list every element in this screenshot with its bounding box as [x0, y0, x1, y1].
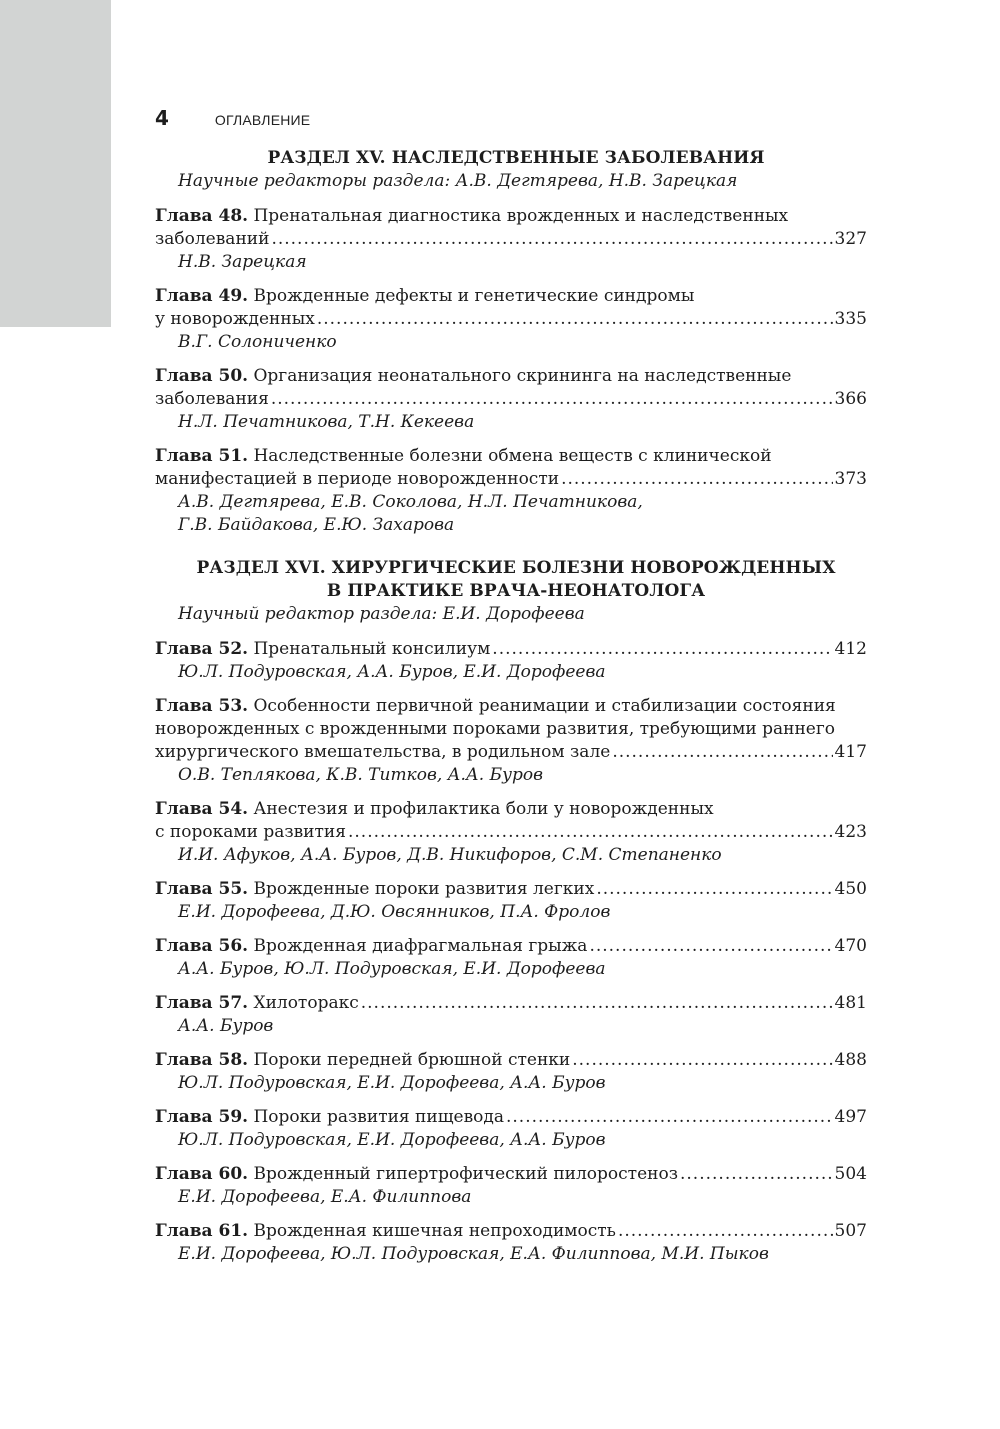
toc-entry	[155, 1106, 867, 1152]
chapter-title-last-line	[155, 468, 867, 491]
chapter-title-text	[155, 1106, 504, 1129]
chapter-authors: Ю.Л. Подуровская, Е.И. Дорофеева, А.А. Буров	[178, 1130, 606, 1150]
chapter-title-last-line	[155, 992, 867, 1015]
chapter-authors: Ю.Л. Подуровская, А.А. Буров, Е.И. Дорофеева	[178, 662, 606, 682]
chapter-authors: А.В. Дегтярева, Е.В. Соколова, Н.Л. Печатникова,	[178, 492, 643, 512]
chapter-title-text	[155, 1220, 616, 1243]
chapter-authors: Н.Л. Печатникова, Т.Н. Кекеева	[178, 412, 475, 432]
section-editors: Научный редактор раздела: Е.И. Дорофеева	[178, 604, 585, 624]
dot-leader	[612, 741, 832, 764]
chapter-title-text: новорожденных с врожденными пороками развития, требующими раннего	[155, 719, 835, 739]
dot-leader	[271, 388, 833, 411]
chapter-page-number: 417	[834, 742, 867, 762]
chapter-page-number: 488	[834, 1050, 867, 1070]
dot-leader	[589, 935, 832, 958]
chapter-title-last-line	[155, 1106, 867, 1129]
page-number: 4	[155, 106, 169, 130]
chapter-page-number: 481	[834, 993, 867, 1013]
chapter-title-text	[155, 935, 587, 958]
chapter-title-end: Врожденный гипертрофический пилоростеноз	[253, 1164, 678, 1184]
running-title: ОГЛАВЛЕНИЕ	[214, 112, 311, 128]
chapter-title-text	[155, 741, 610, 764]
chapter-title-text	[155, 468, 559, 491]
chapter-label: Глава 56.	[155, 936, 249, 956]
chapter-title-last-line	[155, 821, 867, 844]
chapter-title-last-line	[155, 878, 867, 901]
chapter-page-number: 373	[834, 469, 867, 489]
toc-entry	[155, 285, 867, 354]
toc-section	[155, 147, 867, 537]
chapter-title-end: Пороки передней брюшной стенки	[253, 1050, 571, 1070]
chapter-title-text	[155, 638, 490, 661]
dot-leader	[618, 1220, 833, 1243]
chapter-title-last-line	[155, 388, 867, 411]
section-title: В ПРАКТИКЕ ВРАЧА-НЕОНАТОЛОГА	[326, 581, 706, 601]
chapter-authors: Е.И. Дорофеева, Д.Ю. Овсянников, П.А. Фролов	[178, 902, 611, 922]
chapter-page-number: 504	[834, 1164, 867, 1184]
chapter-page-number: 423	[834, 822, 867, 842]
chapter-label: Глава 57.	[155, 993, 249, 1013]
chapter-label: Глава 54.	[155, 799, 249, 819]
chapter-label: Глава 52.	[155, 639, 249, 659]
chapter-title-text	[155, 228, 269, 251]
toc-entry	[155, 638, 867, 684]
chapter-title-text	[155, 878, 594, 901]
dot-leader	[572, 1049, 832, 1072]
chapter-page-number: 450	[834, 879, 867, 899]
chapter-title-text	[155, 1049, 570, 1072]
chapter-title-end: Пренатальный консилиум	[253, 639, 491, 659]
chapter-title-text	[155, 1163, 678, 1186]
toc-entry	[155, 695, 867, 787]
dot-leader	[680, 1163, 833, 1186]
chapter-authors: О.В. Теплякова, К.В. Титков, А.А. Буров	[178, 765, 543, 785]
toc-entry	[155, 205, 867, 274]
chapter-label: Глава 55.	[155, 879, 249, 899]
chapter-title-line	[155, 365, 867, 388]
chapter-title-end: Хилоторакс	[253, 993, 359, 1013]
chapter-title-line	[155, 718, 867, 741]
chapter-authors: Г.В. Байдакова, Е.Ю. Захарова	[178, 515, 455, 535]
chapter-page-number: 366	[834, 389, 867, 409]
chapter-title-last-line	[155, 935, 867, 958]
dot-leader	[361, 992, 833, 1015]
chapter-title-text	[155, 992, 359, 1015]
chapter-title-line	[155, 445, 867, 468]
chapter-title-end: с пороками развития	[155, 822, 346, 842]
chapter-page-number: 497	[834, 1107, 867, 1127]
chapter-title-text: Наследственные болезни обмена веществ с клинической	[253, 446, 772, 466]
chapter-title-line	[155, 695, 867, 718]
chapter-title-last-line	[155, 1220, 867, 1243]
chapter-title-end: заболевания	[155, 389, 269, 409]
chapter-title-text: Врожденные дефекты и генетические синдромы	[253, 286, 695, 306]
dot-leader	[348, 821, 833, 844]
chapter-label: Глава 50.	[155, 366, 249, 386]
chapter-title-end: у новорожденных	[155, 309, 315, 329]
chapter-authors: Е.И. Дорофеева, Ю.Л. Подуровская, Е.А. Филиппова, М.И. Пыков	[178, 1244, 769, 1264]
chapter-label: Глава 61.	[155, 1221, 249, 1241]
chapter-page-number: 470	[834, 936, 867, 956]
chapter-title-text	[155, 308, 315, 331]
chapter-title-text: Организация неонатального скрининга на наследственные	[253, 366, 792, 386]
chapter-authors: В.Г. Солониченко	[178, 332, 337, 352]
chapter-label: Глава 51.	[155, 446, 249, 466]
chapter-title-text: Особенности первичной реанимации и стабилизации состояния	[253, 696, 836, 716]
toc-entry	[155, 1049, 867, 1095]
dot-leader	[506, 1106, 833, 1129]
chapter-title-last-line	[155, 638, 867, 661]
chapter-page-number: 412	[834, 639, 867, 659]
chapter-title-text	[155, 821, 346, 844]
chapter-title-end: Врожденная диафрагмальная грыжа	[253, 936, 588, 956]
chapter-title-last-line	[155, 228, 867, 251]
chapter-title-text	[155, 388, 269, 411]
toc-entry	[155, 935, 867, 981]
toc-entry	[155, 1163, 867, 1209]
chapter-title-text: Анестезия и профилактика боли у новорожденных	[253, 799, 714, 819]
page-edge-tab	[0, 0, 111, 327]
chapter-title-end: заболеваний	[155, 229, 270, 249]
chapter-authors: Ю.Л. Подуровская, Е.И. Дорофеева, А.А. Буров	[178, 1073, 606, 1093]
chapter-authors: А.А. Буров, Ю.Л. Подуровская, Е.И. Дорофеева	[178, 959, 606, 979]
chapter-page-number: 327	[834, 229, 867, 249]
chapter-authors: А.А. Буров	[178, 1016, 274, 1036]
chapter-authors: Н.В. Зарецкая	[178, 252, 307, 272]
section-title: РАЗДЕЛ XVI. ХИРУРГИЧЕСКИЕ БОЛЕЗНИ НОВОРОЖДЕННЫХ	[196, 558, 836, 578]
chapter-title-last-line	[155, 741, 867, 764]
toc-entry	[155, 445, 867, 537]
dot-leader	[492, 638, 832, 661]
chapter-page-number: 507	[834, 1221, 867, 1241]
dot-leader	[561, 468, 832, 491]
chapter-label: Глава 59.	[155, 1107, 249, 1127]
chapter-label: Глава 58.	[155, 1050, 249, 1070]
chapter-label: Глава 60.	[155, 1164, 249, 1184]
toc-entry	[155, 992, 867, 1038]
dot-leader	[317, 308, 833, 331]
toc-section	[155, 557, 867, 1266]
table-of-contents	[155, 147, 867, 1277]
chapter-title-line	[155, 285, 867, 308]
toc-entry	[155, 878, 867, 924]
chapter-title-text: Пренатальная диагностика врожденных и наследственных	[253, 206, 789, 226]
section-title: РАЗДЕЛ XV. НАСЛЕДСТВЕННЫЕ ЗАБОЛЕВАНИЯ	[267, 148, 765, 168]
chapter-title-end: манифестацией в периоде новорожденности	[155, 469, 560, 489]
chapter-page-number: 335	[834, 309, 867, 329]
toc-entry	[155, 365, 867, 434]
chapter-authors: И.И. Афуков, А.А. Буров, Д.В. Никифоров, С.М. Степаненко	[178, 845, 722, 865]
section-editors: Научные редакторы раздела: А.В. Дегтярева, Н.В. Зарецкая	[178, 171, 738, 191]
toc-entry	[155, 1220, 867, 1266]
chapter-title-end: Пороки развития пищевода	[253, 1107, 504, 1127]
chapter-authors: Е.И. Дорофеева, Е.А. Филиппова	[178, 1187, 472, 1207]
chapter-title-end: Врожденная кишечная непроходимость	[253, 1221, 616, 1241]
chapter-title-line	[155, 798, 867, 821]
chapter-title-end: хирургического вмешательства, в родильном зале	[155, 742, 611, 762]
chapter-label: Глава 48.	[155, 206, 249, 226]
chapter-label: Глава 49.	[155, 286, 249, 306]
chapter-title-last-line	[155, 308, 867, 331]
chapter-title-last-line	[155, 1163, 867, 1186]
running-head	[155, 106, 310, 134]
section-spacer	[155, 548, 867, 557]
dot-leader	[271, 228, 832, 251]
dot-leader	[596, 878, 832, 901]
chapter-title-last-line	[155, 1049, 867, 1072]
chapter-label: Глава 53.	[155, 696, 249, 716]
chapter-title-end: Врожденные пороки развития легких	[253, 879, 595, 899]
chapter-title-line	[155, 205, 867, 228]
toc-entry	[155, 798, 867, 867]
